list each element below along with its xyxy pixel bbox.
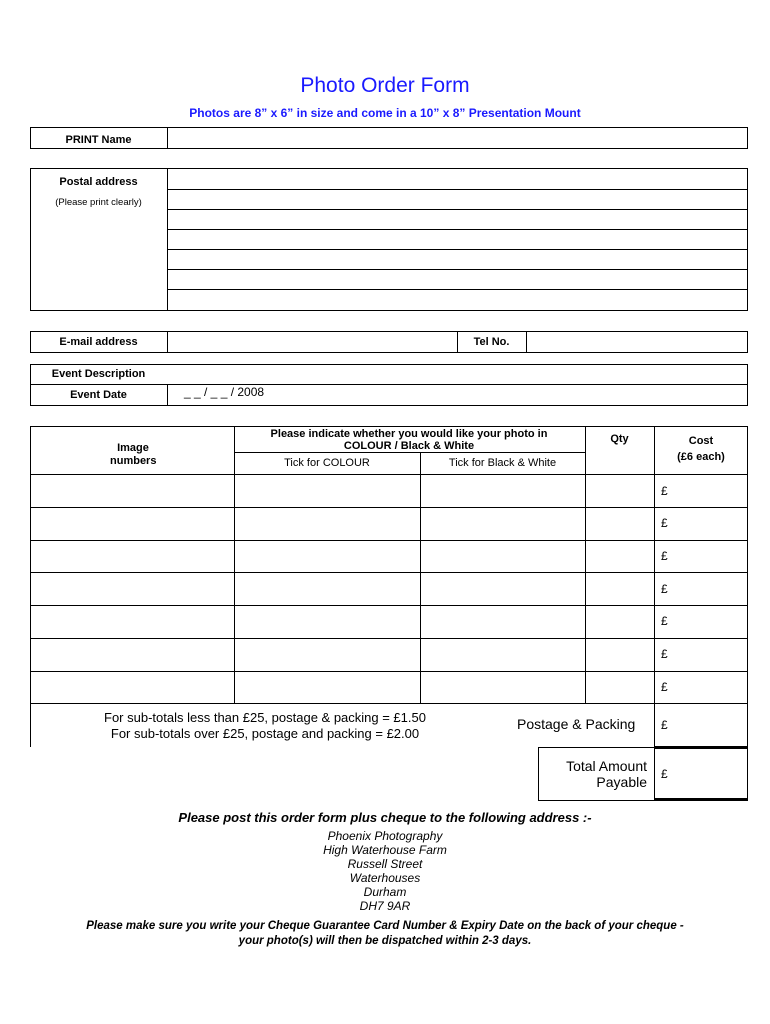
address-line: Russell Street (347, 857, 423, 871)
row-cost-currency: £ (661, 549, 668, 563)
postal-address-line-6[interactable] (168, 270, 747, 289)
colour-choice-header: Please indicate whether you would like your photo in COLOUR / Black & White (270, 428, 548, 452)
postal-address-line-5[interactable] (168, 250, 747, 269)
postal-address-hint: (Please print clearly) (55, 197, 142, 208)
row-cost-currency: £ (661, 614, 668, 628)
event-date-label: Event Date (70, 389, 127, 401)
footer-line-1: Please make sure you write your Cheque Guarantee Card Number & Expiry Date on the back of your cheque - (86, 920, 684, 932)
total-label-line-2: Payable (596, 774, 647, 790)
page-title: Photo Order Form (300, 74, 470, 97)
postal-address-line-3[interactable] (168, 210, 747, 229)
postage-rule-1: For sub-totals less than £25, postage & packing = £1.50 (104, 710, 426, 725)
total-label-line-1: Total Amount (566, 758, 647, 774)
tick-bw-header: Tick for Black & White (448, 457, 557, 469)
row-cost-currency: £ (661, 680, 668, 694)
row-cost-currency: £ (661, 484, 668, 498)
table-row[interactable] (31, 573, 234, 605)
postal-address-line-4[interactable] (168, 230, 747, 249)
tick-colour-header: Tick for COLOUR (284, 457, 370, 469)
event-date-value[interactable]: _ _ / _ _ / 2008 (184, 385, 265, 399)
email-field[interactable] (168, 332, 456, 352)
postal-address-line-2[interactable] (168, 190, 747, 209)
row-cost-currency: £ (661, 582, 668, 596)
post-instruction: Please post this order form plus cheque to the following address :- (178, 810, 592, 825)
table-row[interactable] (31, 606, 234, 638)
image-numbers-header: Image numbers (110, 442, 157, 467)
postage-rule-2: For sub-totals over £25, postage and packing = £2.00 (110, 726, 420, 741)
total-amount-field[interactable] (670, 750, 747, 798)
postal-address-label: Postal address (59, 176, 138, 188)
total-currency: £ (661, 767, 668, 781)
postage-currency: £ (661, 718, 668, 732)
qty-header: Qty (610, 433, 629, 445)
address-line: Durham (363, 885, 407, 899)
page-subtitle: Photos are 8” x 6” in size and come in a 10” x 8” Presentation Mount (189, 106, 581, 120)
cost-sub-header: (£6 each) (677, 451, 725, 463)
row-cost-currency: £ (661, 647, 668, 661)
postal-address-line-1[interactable] (168, 169, 747, 188)
cost-header: Cost (688, 435, 714, 447)
tel-field[interactable] (527, 332, 747, 352)
event-description-label: Event Description (51, 368, 146, 380)
table-row[interactable] (31, 541, 234, 572)
print-name-field[interactable] (168, 128, 747, 148)
tel-label: Tel No. (473, 336, 510, 348)
postal-address-line-7[interactable] (168, 290, 747, 310)
email-label: E-mail address (59, 336, 138, 348)
footer-line-2: your photo(s) will then be dispatched within 2-3 days. (238, 935, 532, 947)
table-row[interactable] (31, 475, 234, 507)
table-row[interactable] (31, 508, 234, 540)
row-cost-currency: £ (661, 516, 668, 530)
address-line: Phoenix Photography (327, 829, 443, 843)
print-name-label: PRINT Name (65, 134, 132, 146)
event-description-field[interactable] (168, 365, 747, 384)
address-line: DH7 9AR (359, 899, 411, 913)
table-row[interactable] (31, 672, 234, 703)
address-line: High Waterhouse Farm (323, 843, 447, 857)
address-line: Waterhouses (349, 871, 421, 885)
postage-label: Postage & Packing (517, 716, 636, 732)
table-row[interactable] (31, 639, 234, 671)
